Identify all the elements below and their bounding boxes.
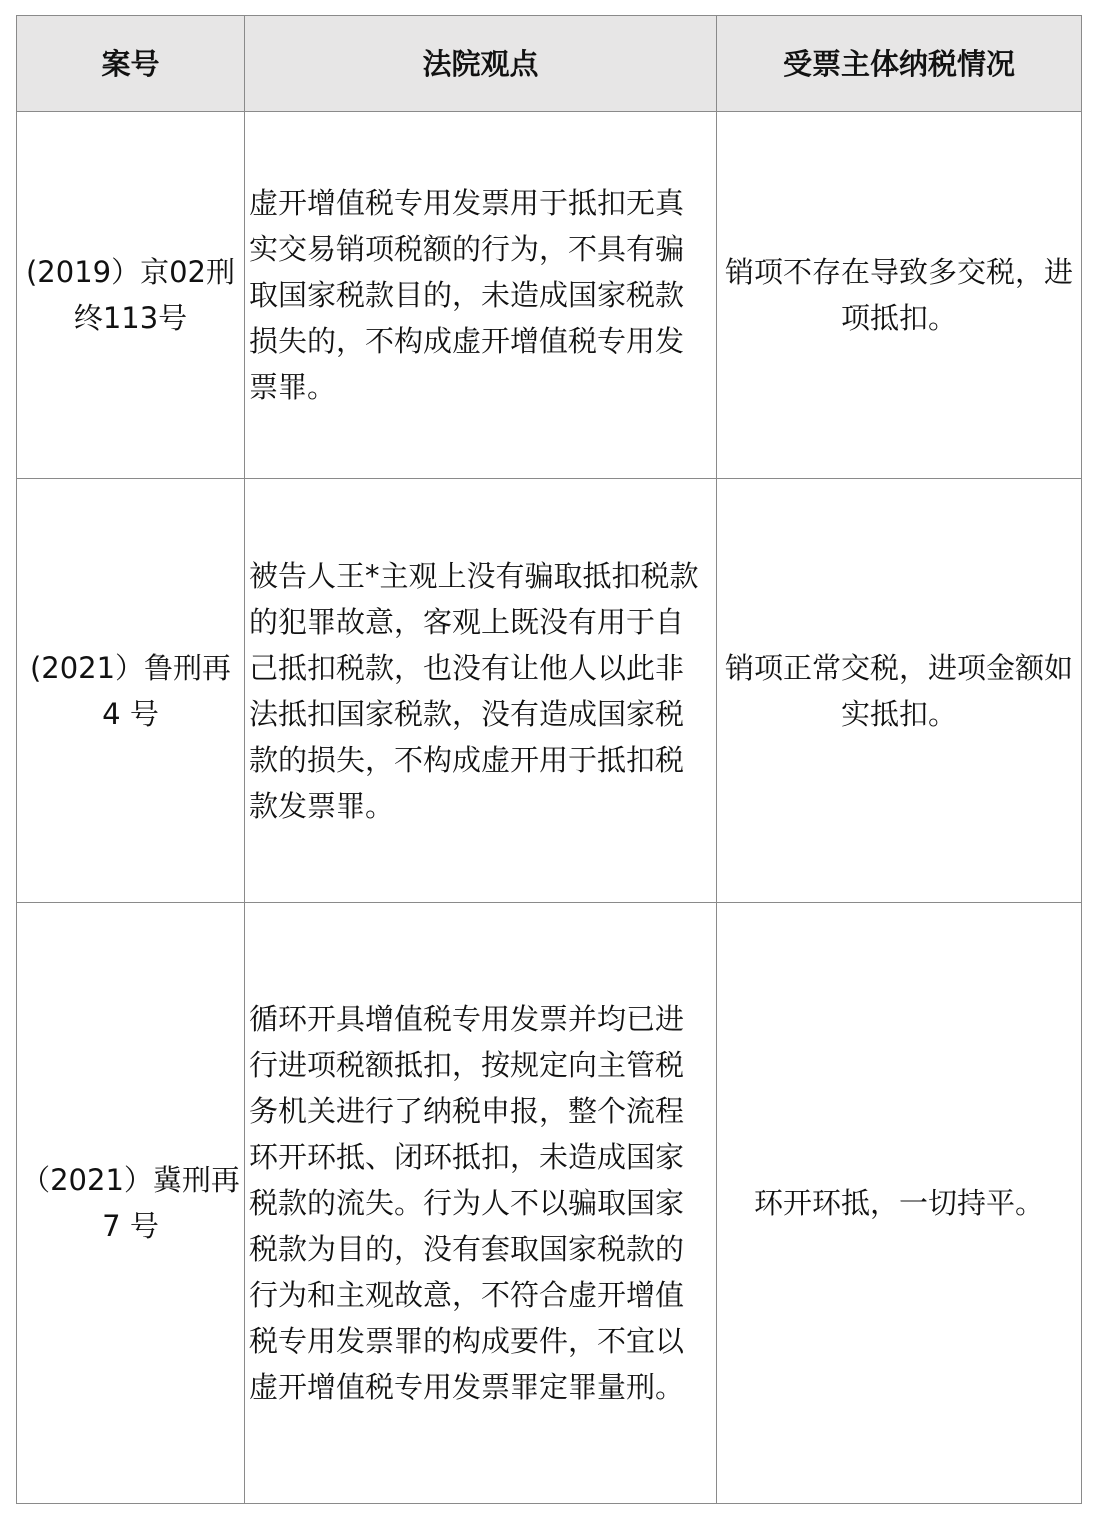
header-case-no: 案号	[17, 16, 245, 112]
court-opinion-cell: 虚开增值税专用发票用于抵扣无真实交易销项税额的行为，不具有骗取国家税款目的，未造成国家税款损失的，不构成虚开增值税专用发票罪。	[245, 112, 717, 479]
case-number-cell: （2021）冀刑再 7 号	[17, 903, 245, 1504]
table-row	[17, 112, 1082, 479]
header-tax-status: 受票主体纳税情况	[717, 16, 1082, 112]
case-number-cell: (2021）鲁刑再4 号	[17, 479, 245, 903]
tax-status-cell: 环开环抵，一切持平。	[717, 903, 1082, 1504]
case-number-cell: (2019）京02刑终113号	[17, 112, 245, 479]
case-comparison-table	[16, 15, 1082, 1504]
court-opinion-cell: 被告人王*主观上没有骗取抵扣税款的犯罪故意，客观上既没有用于自己抵扣税款，也没有让他人以此非法抵扣国家税款，没有造成国家税款的损失，不构成虚开用于抵扣税款发票罪。	[245, 479, 717, 903]
tax-status-cell: 销项不存在导致多交税，进项抵扣。	[717, 112, 1082, 479]
table-row	[17, 903, 1082, 1504]
tax-status-cell: 销项正常交税，进项金额如实抵扣。	[717, 479, 1082, 903]
header-row	[17, 16, 1082, 112]
court-opinion-cell: 循环开具增值税专用发票并均已进行进项税额抵扣，按规定向主管税务机关进行了纳税申报，整个流程环开环抵、闭环抵扣，未造成国家税款的流失。行为人不以骗取国家税款为目的，没有套取国家税款的行为和主观故意，不符合虚开增值税专用发票罪的构成要件，不宜以虚开增值税专用发票罪定罪量刑。	[245, 903, 717, 1504]
header-opinion: 法院观点	[245, 16, 717, 112]
table-row	[17, 479, 1082, 903]
